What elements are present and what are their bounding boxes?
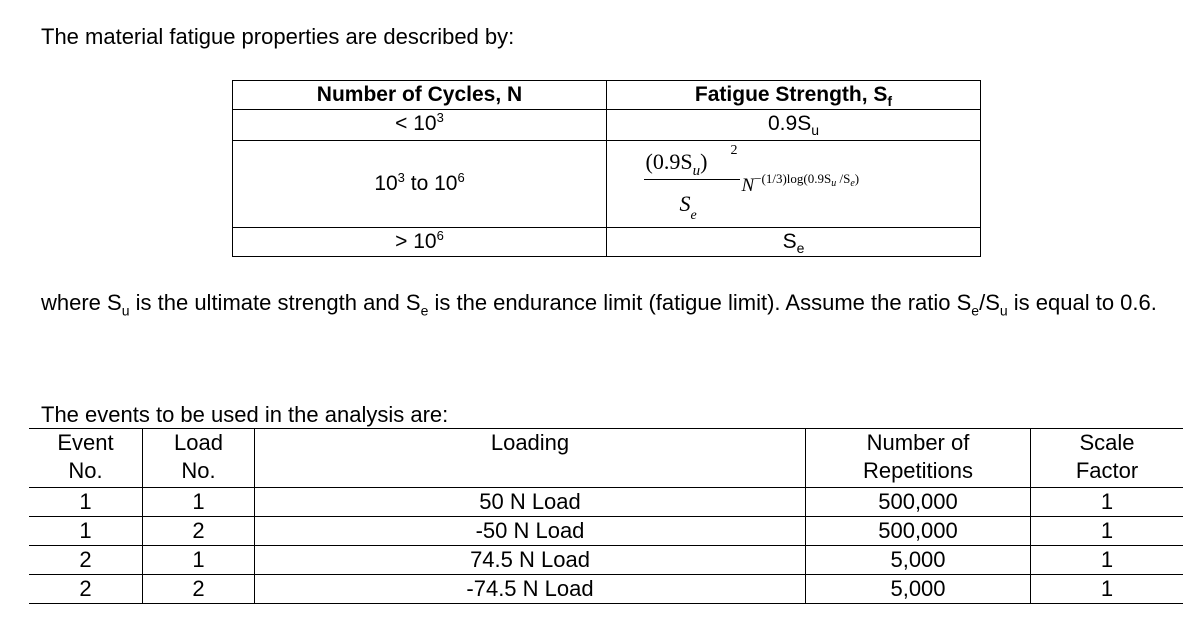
load-no-cell: 1 — [143, 488, 255, 517]
scale-factor-cell: 1 — [1031, 517, 1184, 546]
table-row — [29, 517, 1183, 546]
formula-numerator: $(0.9S_u)$ — [645, 149, 708, 179]
fatigue-table-row — [233, 228, 981, 257]
scale-factor-cell: 1 — [1031, 546, 1184, 575]
strength-cell: $0.9S_u$ — [607, 110, 981, 141]
fraction-bar — [644, 179, 740, 180]
fatigue-properties-table — [232, 80, 981, 257]
repetitions-header: Number of Repetitions — [806, 429, 1031, 488]
events-title: The events to be used in the analysis are: — [41, 402, 449, 427]
formula-n-term: $N^{-(1/3)log(0.9S_u /S_e)}$ — [741, 171, 860, 196]
strength-cell: $S_e$ — [607, 228, 981, 257]
event-no-cell: 1 — [29, 488, 143, 517]
fatigue-strength-formula — [634, 141, 954, 227]
load-no-cell: 2 — [143, 575, 255, 604]
fatigue-table-row — [233, 141, 981, 228]
repetitions-cell: 500,000 — [806, 517, 1031, 546]
scale-factor-header: Scale Factor — [1031, 429, 1184, 488]
cycles-cell: < $10^3$ — [233, 110, 607, 141]
table-row — [29, 575, 1183, 604]
scale-factor-cell: 1 — [1031, 575, 1184, 604]
cycles-cell: > $10^6$ — [233, 228, 607, 257]
repetitions-cell: 5,000 — [806, 546, 1031, 575]
load-no-cell: 2 — [143, 517, 255, 546]
fatigue-table-header-row — [233, 81, 981, 110]
intro-text: The material fatigue properties are described by: — [41, 24, 515, 49]
formula-denominator: $S_e$ — [679, 191, 697, 223]
formula-exponent: 2 — [730, 143, 738, 158]
loading-cell: 74.5 N Load — [255, 546, 806, 575]
event-no-header: Event No. — [29, 429, 143, 488]
load-no-cell: 1 — [143, 546, 255, 575]
event-no-cell: 2 — [29, 575, 143, 604]
fatigue-table-row — [233, 110, 981, 141]
cycles-cell: $10^3$ to $10^6$ — [233, 141, 607, 228]
loading-cell: -50 N Load — [255, 517, 806, 546]
scale-factor-cell: 1 — [1031, 488, 1184, 517]
ratio-paragraph: where $S_u$ is the ultimate strength and $S_e$ is the endurance limit (fatigue limit). Assume the ratio $S_e/S_u$ is equal to 0.6. — [41, 290, 1157, 319]
events-table — [29, 428, 1183, 604]
events-header-row — [29, 429, 1183, 488]
event-no-cell: 1 — [29, 517, 143, 546]
loading-header: Loading — [255, 429, 806, 488]
table-row — [29, 488, 1183, 517]
repetitions-cell: 5,000 — [806, 575, 1031, 604]
repetitions-cell: 500,000 — [806, 488, 1031, 517]
event-no-cell: 2 — [29, 546, 143, 575]
strength-header: Fatigue Strength, $S_f$ — [607, 81, 981, 110]
cycles-header: Number of Cycles, N — [233, 81, 607, 110]
table-row — [29, 546, 1183, 575]
loading-cell: 50 N Load — [255, 488, 806, 517]
load-no-header: Load No. — [143, 429, 255, 488]
loading-cell: -74.5 N Load — [255, 575, 806, 604]
strength-formula-cell — [607, 141, 981, 228]
